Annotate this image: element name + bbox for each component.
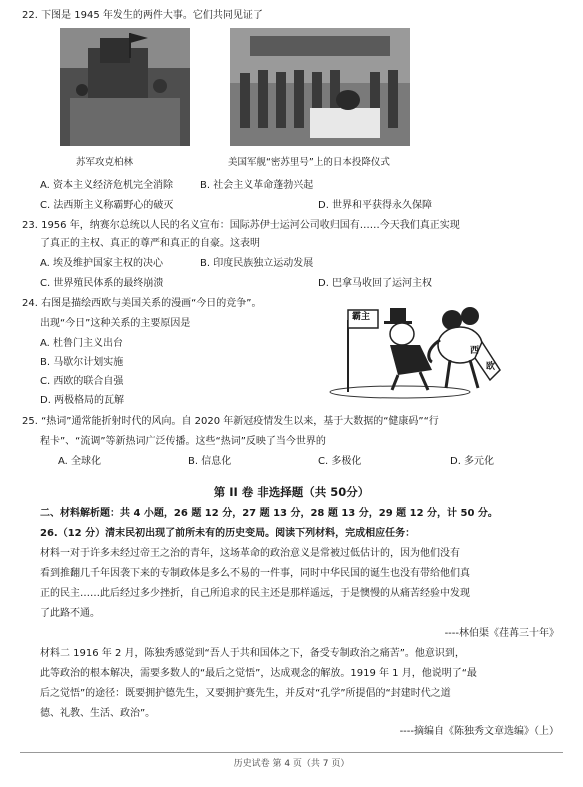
q24-line1: 24. 右图是描绘西欧与美国关系的漫画“今日的竞争”。 bbox=[22, 298, 262, 309]
q22-stem: 22. 下图是 1945 年发生的两件大事。它们共同见证了 bbox=[22, 10, 263, 21]
material2-line4: 德、礼教、生活、政治”。 bbox=[40, 708, 156, 719]
q25-option-c: C. 多极化 bbox=[318, 456, 362, 467]
q22-option-a: A. 资本主义经济危机完全消除 bbox=[40, 180, 174, 191]
cartoon-label-xi: 西 bbox=[470, 346, 480, 356]
q24-option-b: B. 马歇尔计划实施 bbox=[40, 357, 124, 368]
q24-option-c: C. 西欧的联合自强 bbox=[40, 376, 124, 387]
q26-heading: 26.（12 分）清末民初出现了前所未有的历史变局。阅读下列材料，完成相应任务： bbox=[40, 528, 416, 539]
footer-divider bbox=[20, 752, 563, 753]
q23-option-c: C. 世界殖民体系的最终崩溃 bbox=[40, 278, 164, 289]
photo-surrender bbox=[230, 28, 410, 146]
cartoon-todays-competition bbox=[320, 300, 510, 400]
q25-option-b: B. 信息化 bbox=[188, 456, 232, 467]
q23-line2: 了真正的主权、真正的尊严和真正的自豪。这表明 bbox=[40, 238, 260, 249]
material2-source: ----摘编自《陈独秀文章选编》（上） bbox=[399, 726, 559, 737]
cartoon-label-ou: 欧 bbox=[486, 362, 496, 372]
q24-line2: 出现“今日”这种关系的主要原因是 bbox=[40, 318, 191, 329]
q23-option-b: B. 印度民族独立运动发展 bbox=[200, 258, 314, 269]
caption-surrender: 美国军舰“密苏里号”上的日本投降仪式 bbox=[228, 157, 390, 168]
material2-line2: 此等政治的根本解决，需要多数人的“最后之觉悟”，达成观念的解放。1919 年 1 月，他说明了“最 bbox=[40, 668, 477, 679]
q25-line2: 程卡”、“流调”等新热词广泛传播。这些“热词”反映了当今世界的 bbox=[40, 436, 326, 447]
q23-option-d: D. 巴拿马收回了运河主权 bbox=[318, 278, 433, 289]
material1-source: ----林伯渠《荏苒三十年》 bbox=[444, 628, 559, 639]
q23-line1: 23. 1956 年，纳赛尔总统以人民的名义宣布：国际苏伊士运河公司收归国有……今天我们真正实现 bbox=[22, 220, 460, 231]
material1-line2: 看到推翻几千年因袭下来的专制政体是多么不易的一件事，同时中华民国的诞生也没有带给他们真 bbox=[40, 568, 470, 579]
part2-title: 第 II 卷 非选择题（共 50分） bbox=[213, 485, 370, 499]
material2-line1: 材料二 1916 年 2 月，陈独秀感觉到“吾人于共和国体之下，备受专制政治之痛苦”。他意识到， bbox=[40, 648, 465, 659]
q25-line1: 25. “热词”通常能折射时代的风向。自 2020 年新冠疫情发生以来，基于大数据的“健康码”“行 bbox=[22, 416, 439, 427]
material1-line4: 了此路不通。 bbox=[40, 608, 100, 619]
q22-option-c: C. 法西斯主义称霸野心的破灭 bbox=[40, 200, 174, 211]
page-footer: 历史试卷 第 4 页（共 7 页） bbox=[233, 759, 350, 769]
q22-option-d: D. 世界和平获得永久保障 bbox=[318, 200, 433, 211]
q24-option-d: D. 两极格局的瓦解 bbox=[40, 395, 125, 406]
q25-option-d: D. 多元化 bbox=[450, 456, 495, 467]
part2-section-heading: 二、材料解析题：共 4 小题，26 题 12 分，27 题 13 分，28 题 13 分，29 题 12 分，计 50 分。 bbox=[40, 508, 498, 519]
photo-berlin bbox=[60, 28, 190, 146]
q24-option-a: A. 杜鲁门主义出台 bbox=[40, 338, 124, 349]
cartoon-label-hegemon: 霸主 bbox=[352, 312, 371, 322]
q22-option-b: B. 社会主义革命蓬勃兴起 bbox=[200, 180, 314, 191]
material1-line1: 材料一对于许多未经过帝王之治的青年，这场革命的政治意义是常被过低估计的，因为他们没有 bbox=[40, 548, 460, 559]
material1-line3: 正的民主……此后经过多少挫折，自己所追求的民主还是那样遥远，于是懊慢的从痛苦经验中发现 bbox=[40, 588, 470, 599]
material2-line3: 后之觉悟”的途径：既要拥护德先生，又要拥护赛先生，并反对“孔学”所提倡的“封建时代之道 bbox=[40, 688, 451, 699]
q25-option-a: A. 全球化 bbox=[58, 456, 102, 467]
q23-option-a: A. 埃及维护国家主权的决心 bbox=[40, 258, 164, 269]
caption-berlin: 苏军攻克柏林 bbox=[76, 157, 134, 168]
